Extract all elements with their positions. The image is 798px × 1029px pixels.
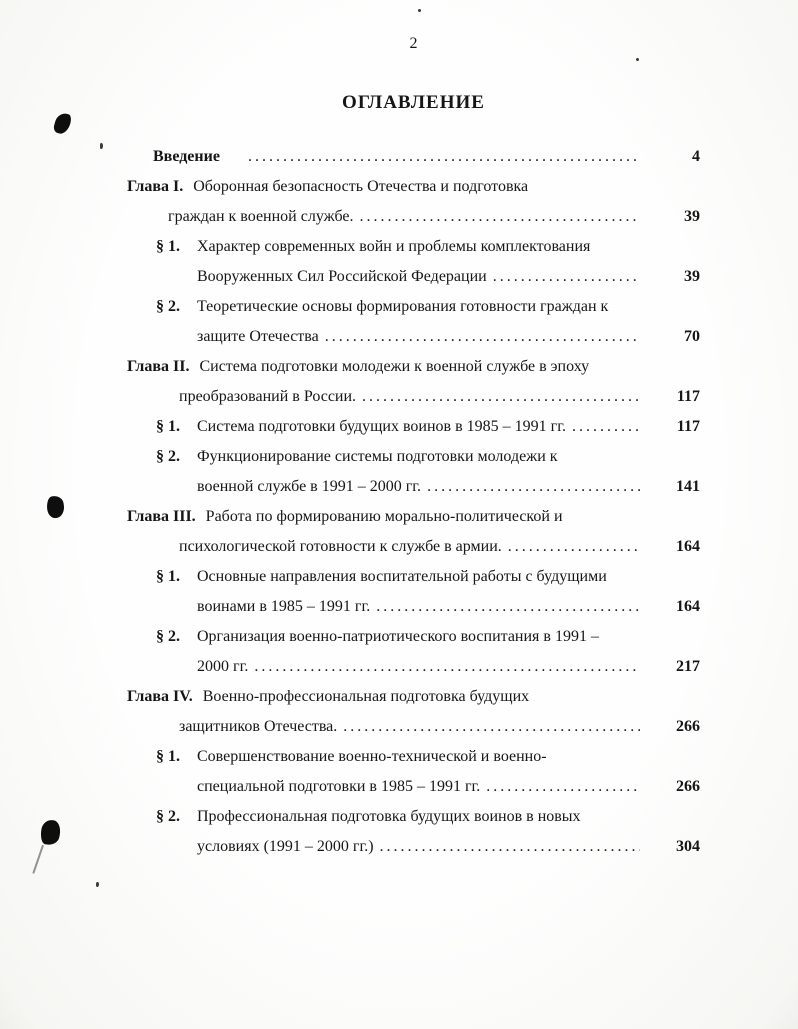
dot-leader — [427, 472, 640, 502]
toc-text: психологической готовности к службе в армии. — [179, 538, 502, 555]
toc-line — [127, 232, 700, 262]
toc-text: Военно-профессиональная подготовка будущих — [202, 688, 530, 705]
toc-text: 2000 гг. — [197, 658, 249, 675]
toc-text: воинами в 1985 – 1991 гг. — [197, 598, 371, 615]
toc-page: 117 — [676, 418, 700, 435]
toc-page: 217 — [676, 658, 700, 675]
toc-line — [127, 682, 700, 712]
dot-leader — [248, 142, 640, 172]
toc-text: условиях (1991 – 2000 гг.) — [197, 838, 374, 855]
dot-leader — [325, 322, 640, 352]
toc-text: преобразований в России. — [179, 388, 357, 405]
toc-text: Работа по формированию морально-политической и — [205, 508, 563, 525]
toc-text: Система подготовки будущих воинов в 1985 – 1991 гг. — [197, 418, 566, 435]
dot-leader — [254, 652, 640, 682]
toc-line — [127, 502, 700, 532]
toc-page: 266 — [676, 718, 700, 735]
scan-speck — [100, 143, 103, 149]
toc-text: Характер современных войн и проблемы комплектования — [197, 238, 591, 255]
dot-leader — [493, 262, 640, 292]
toc-text: военной службе в 1991 – 2000 гг. — [197, 478, 422, 495]
toc-prefix: § 1. — [156, 418, 180, 435]
ink-blot — [52, 111, 72, 135]
toc-text: Система подготовки молодежи к военной службе в эпоху — [199, 358, 590, 375]
toc-text: Теоретические основы формирования готовности граждан к — [197, 298, 609, 315]
scan-speck — [636, 58, 639, 61]
toc-line — [127, 412, 700, 442]
toc-prefix: § 1. — [156, 568, 180, 585]
toc-page: 117 — [676, 388, 700, 405]
toc-line — [127, 442, 700, 472]
toc-line — [127, 712, 700, 742]
toc-line — [127, 352, 700, 382]
toc-line — [127, 562, 700, 592]
toc-line — [127, 772, 700, 802]
ink-blot — [46, 495, 66, 519]
toc-line — [127, 802, 700, 832]
toc-prefix: § 1. — [156, 748, 180, 765]
toc-text: защите Отечества — [197, 328, 319, 345]
toc-text: граждан к военной службе. — [168, 208, 354, 225]
toc-line — [127, 262, 700, 292]
toc-prefix: Глава I. — [127, 178, 184, 195]
toc-page: 70 — [684, 328, 700, 345]
dot-leader — [343, 712, 640, 742]
toc-page: 4 — [692, 148, 700, 165]
toc-page: 304 — [676, 838, 700, 855]
toc-list — [127, 142, 700, 862]
toc-prefix: Введение — [153, 148, 220, 165]
toc-text: Основные направления воспитательной работы с будущими — [197, 568, 607, 585]
dot-leader — [508, 532, 640, 562]
toc-line — [127, 592, 700, 622]
dot-leader — [380, 832, 640, 862]
page-number-top: 2 — [409, 35, 418, 52]
toc-line — [127, 202, 700, 232]
toc-line — [127, 532, 700, 562]
scan-speck — [418, 9, 421, 12]
toc-page: 39 — [684, 208, 700, 225]
toc-prefix: § 2. — [156, 448, 180, 465]
dot-leader — [362, 382, 640, 412]
toc-prefix: § 2. — [156, 808, 180, 825]
toc-page: 141 — [676, 478, 700, 495]
toc-line — [127, 172, 700, 202]
toc-line — [127, 322, 700, 352]
toc-prefix: Глава IV. — [127, 688, 193, 705]
scan-speck — [96, 882, 99, 887]
page-title: ОГЛАВЛЕНИЕ — [342, 92, 485, 113]
toc-prefix: Глава II. — [127, 358, 190, 375]
toc-line — [127, 472, 700, 502]
toc-line — [127, 292, 700, 322]
dot-leader — [486, 772, 640, 802]
toc-prefix: § 2. — [156, 628, 180, 645]
toc-page: 164 — [676, 598, 700, 615]
toc-text: специальной подготовки в 1985 – 1991 гг. — [197, 778, 481, 795]
toc-line — [127, 652, 700, 682]
toc-text: защитников Отечества. — [179, 718, 338, 735]
toc-line — [127, 832, 700, 862]
toc-text: Вооруженных Сил Российской Федерации — [197, 268, 487, 285]
toc-prefix: § 1. — [156, 238, 180, 255]
toc-page: 39 — [684, 268, 700, 285]
dot-leader — [359, 202, 640, 232]
toc-line — [127, 142, 700, 172]
toc-line — [127, 742, 700, 772]
toc-text: Профессиональная подготовка будущих воинов в новых — [197, 808, 581, 825]
toc-line — [127, 622, 700, 652]
toc-text: Оборонная безопасность Отечества и подготовка — [193, 178, 529, 195]
toc-prefix: Глава III. — [127, 508, 196, 525]
toc-text: Совершенствование военно-технической и военно- — [197, 748, 547, 765]
toc-prefix: § 2. — [156, 298, 180, 315]
dot-leader — [572, 412, 640, 442]
toc-line — [127, 382, 700, 412]
dot-leader — [376, 592, 640, 622]
toc-text: Функционирование системы подготовки молодежи к — [197, 448, 558, 465]
toc-page: 164 — [676, 538, 700, 555]
ink-blot — [39, 819, 62, 847]
toc-text: Организация военно-патриотического воспитания в 1991 – — [197, 628, 599, 645]
toc-page: 266 — [676, 778, 700, 795]
